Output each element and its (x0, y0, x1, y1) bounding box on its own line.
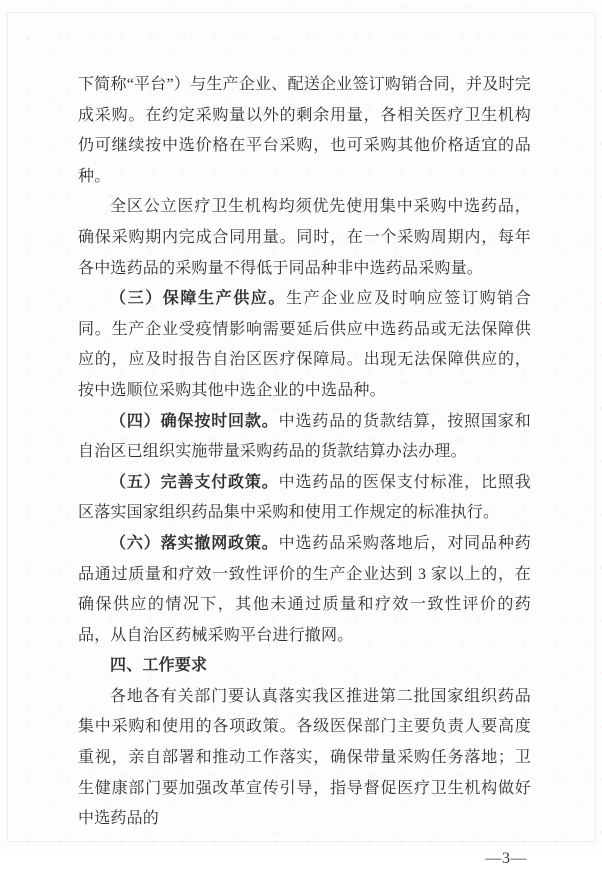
paragraph-continuation (78, 70, 531, 192)
paragraph-text: 下简称“平台”）与生产企业、配送企业签订购销合同，并及时完成采购。在约定采购量以外的剩余用量，各相关医疗卫生机构仍可继续按中选价格在平台采购，也可采购其他价格适宜的品种。 (78, 76, 531, 185)
paragraph-lead: （三）保障生产供应。 (110, 290, 286, 308)
page-number (78, 844, 531, 874)
paragraph-item-6 (78, 529, 531, 651)
section-heading-text: 四、工作要求 (110, 657, 208, 675)
paragraph-text: 全区公立医疗卫生机构均须优先使用集中采购中选药品，确保采购期内完成合同用量。同时，在一个采购周期内，每年各中选药品的采购量不得低于同品种非中选药品采购量。 (78, 198, 531, 277)
section-heading (78, 651, 531, 682)
paragraph-text: 中选药品采购落地后，对同品种药品通过质量和疗效一致性评价的生产企业达到 3 家以上的，在确保供应的情况下，其他未通过质量和疗效一致性评价的药品，从自治区药械采购平台进行撤网。 (78, 534, 531, 644)
paragraph (78, 192, 531, 284)
paragraph-text: 中选药品的医保支付标准，比照我区落实国家组织药品集中采购和使用工作规定的标准执行。 (78, 473, 531, 522)
paragraph-closing (78, 682, 531, 835)
paragraph-text: 中选药品的货款结算，按照国家和自治区已组织实施带量采购药品的货款结算办法办理。 (78, 412, 531, 461)
paragraph-lead: （五）完善支付政策。 (110, 473, 279, 491)
paragraph-lead: （六）落实撤网政策。 (110, 534, 279, 552)
paragraph-lead: （四）确保按时回款。 (110, 412, 279, 430)
paragraph-text: 各地各有关部门要认真落实我区推进第二批国家组织药品集中采购和使用的各项政策。各级医保部门主要负责人要高度重视，亲自部署和推动工作落实，确保带量采购任务落地；卫生健康部门要加强改革宣传引导，指导督促医疗卫生机构做好中选药品的 (78, 687, 531, 828)
document-body (78, 70, 531, 874)
paragraph-item-5 (78, 468, 531, 529)
page-number-text: —3— (485, 849, 527, 867)
paragraph-text: 生产企业应及时响应签订购销合同。生产企业受疫情影响需要延后供应中选药品或无法保障供应的，应及时报告自治区医疗保障局。出现无法保障供应的，按中选顺位采购其他中选企业的中选品种。 (78, 290, 531, 399)
paragraph-item-3 (78, 284, 531, 406)
paragraph-item-4 (78, 407, 531, 468)
